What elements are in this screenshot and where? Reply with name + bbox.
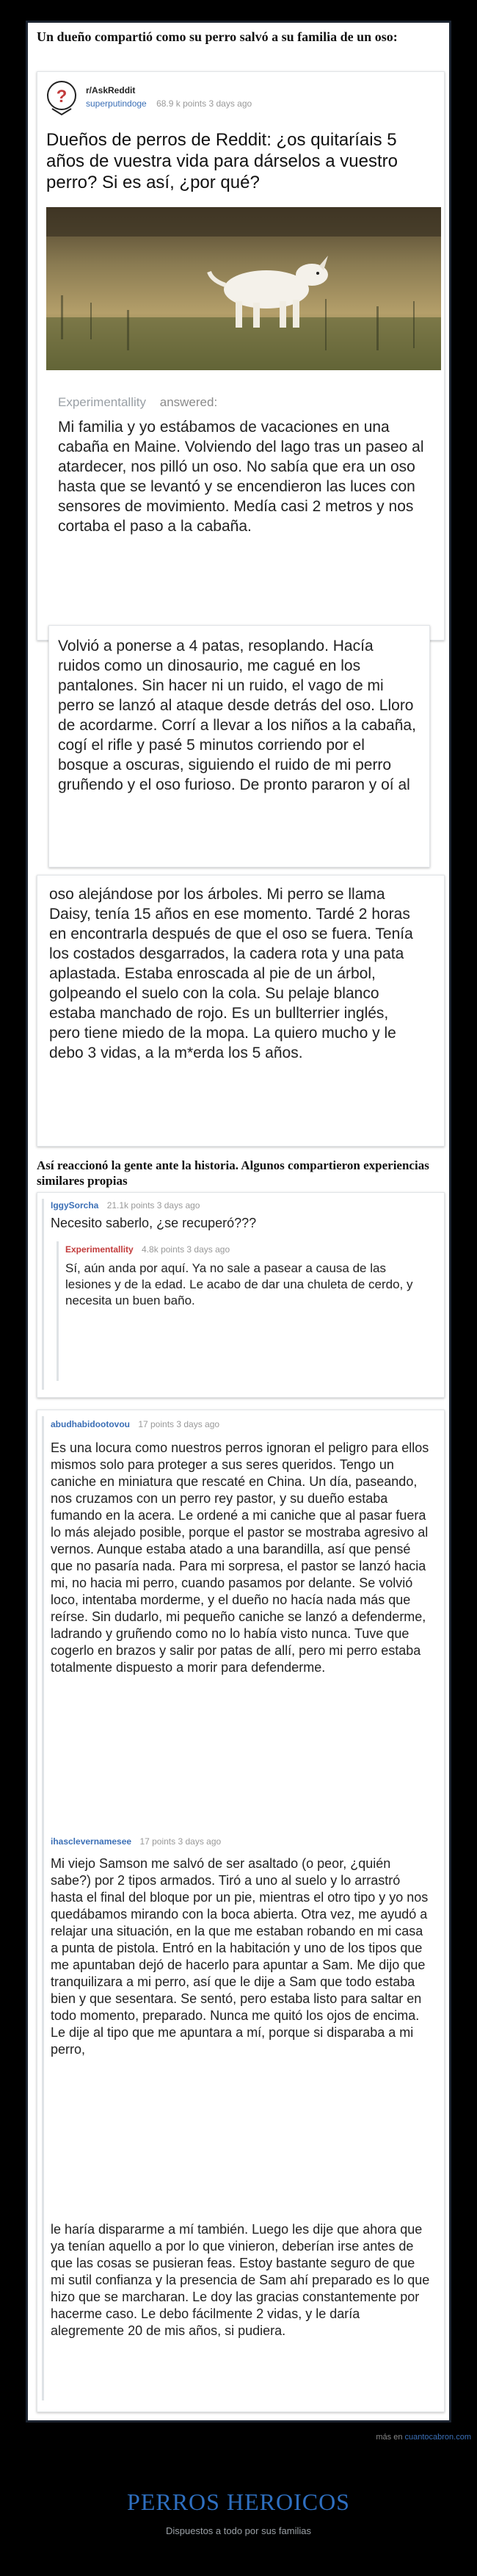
comment-stats: 17 points 3 days ago [138, 1419, 220, 1429]
answer-status: answered: [159, 395, 218, 409]
answer-text-part2: Volvió a ponerse a 4 patas, resoplando. Hacía ruidos como un dinosaurio, me cagué en los pantalones. Sin hacer ni un ruido, el vago de mi perro se lanzó al ataque desde detrás del oso. Lloro de acordarme. Corrí a llevar a los niños a la cabaña, cogí el rifle y pasé 5 minutos corriendo por el bosque a oscuras, siguiendo el ruido de mi perro gruñendo y el oso furioso. De pronto pararon y oí al [58, 638, 416, 793]
comment-author[interactable]: abudhabidootovou [51, 1419, 130, 1429]
comment-meta [51, 1200, 200, 1211]
comment-text: Mi viejo Samson me salvó de ser asaltado (o peor, ¿quién sabe?) por 2 tipos armados. Tiró a uno al suelo y lo arrastró hasta el final del bloque por un pie, mientras el otro tipo y yo nos quedábamos mirando con la boca abierta. Otra vez, me ayudó a relajar una situación, en la que me estaban robando en mi casa a punta de pistola. Entró en la habitación y uno de los tipos que me apuntaban dejó de hacerlo para apuntar a Sam. Me dijo que tranquilizara a mi perro, así que le dije a Sam que todo estaba bien y que sesentara. Se sentó, pero estaba listo para saltar en todo momento, preparado. Nunca me quitó los ojos de encima. Le dije al tipo que me apuntara a mí, porque si disparaba a mi perro, [51, 1856, 429, 2057]
reaction-title: Así reaccionó la gente ante la historia. Algunos compartieron experiencias similares propias [37, 1158, 429, 1188]
dog-in-field-image [46, 207, 441, 370]
comment-author[interactable]: ihasclevernamesee [51, 1836, 132, 1847]
comment-meta [51, 1419, 219, 1429]
footer-title: PERROS HEROICOS [127, 2489, 350, 2515]
answer-continuation-card [37, 875, 445, 1147]
comment-stats: 21.1k points 3 days ago [106, 1200, 200, 1211]
subreddit-avatar-icon [45, 79, 79, 116]
thread-rail [42, 1416, 44, 2400]
comment-meta [51, 1836, 221, 1847]
comments-card [37, 1410, 445, 2412]
answer-continuation-card [48, 625, 430, 867]
intro-text: Un dueño compartió como su perro salvó a su familia de un oso: [37, 29, 398, 44]
post-author[interactable]: superputindoge [86, 98, 147, 109]
thread-rail [42, 1199, 44, 1390]
post-image [26, 21, 451, 2422]
post-stats: 68.9 k points 3 days ago [156, 98, 252, 109]
answer-header [58, 395, 217, 410]
answer-text-part3: oso alejándose por los árboles. Mi perro se llama Daisy, tenía 15 años en ese momento. Tardé 2 horas en encontrarla después de que el oso se fuera. Tenía los costados desgarrados, la cadera rota y una pata aplastada. Estaba enroscada al pie de un árbol, golpeando el suelo con la cola. Su pelaje blanco estaba manchado de rojo. Es un bullterrier inglés, pero tiene miedo de la mopa. La quiero mucho y le debo 3 vidas, a la m*erda los 5 años. [49, 886, 413, 1061]
reply-stats: 4.8k points 3 days ago [142, 1244, 230, 1255]
comment-text: Es una locura como nuestros perros ignoran el peligro para ellos mismos solo para proteger a sus seres queridos. Tengo un caniche en miniatura que rescaté en China. Un día, paseando, nos cruzamos con un perro rey pastor, y su dueño estaba fumando en la acera. Le ordené a mi caniche que al pasar fuera lo más alejado posible, porque el pastor se mostraba agresivo al vernos. Aunque estaba atado a una barandilla, así que pensé que no pasaría nada. Para mi sorpresa, el pastor se lanzó hacia mi, no hacia mi perro, cuando pasamos por delante. Se volvió loco, intentaba morderme, y el dueño no hacía nada más que reírse. Sin dudarlo, mi pequeño caniche se lanzó a defenderme, ladrando y gruñendo como no lo había visto nunca. Tuve que cogerlo en brazos y salir por patas de allí, pero mi perro estaba totalmente dispuesto a morir para defenderme. [51, 1440, 429, 1675]
dog-photo [46, 207, 441, 370]
comment-text-continued: le haría dispararme a mí también. Luego les dije que ahora que ya tenían aquello a por lo que vinieron, deberían irse antes de que las cosas se pusieran feas. Estoy bastante seguro de que mi sutil confianza y la presencia de Sam ahí preparado es lo que hizo que se marcharan. Le doy las gracias constantemente por hacerme caso. Le debo fácilmente 2 vidas, y le daría alegremente 20 de mis años, si pudiera. [51, 2222, 430, 2338]
reply-meta [65, 1244, 230, 1255]
thread-rail [57, 1241, 59, 1381]
site-credit [376, 2433, 471, 2442]
svg-text:?: ? [56, 87, 68, 107]
credit-link[interactable]: cuantocabron.com [404, 2433, 471, 2442]
answer-text-part1: Mi familia y yo estábamos de vacaciones en una cabaña en Maine. Volviendo del lago tras un paseo al atardecer, nos pilló un oso. No sabía que era un oso hasta que se levantó y se encendieron las luces con sensores de movimiento. Medía casi 2 metros y nos cortaba el paso a la cabaña. [58, 419, 424, 535]
reply-author[interactable]: Experimentallity [65, 1244, 134, 1255]
credit-prefix: más en [376, 2433, 405, 2442]
comment-stats: 17 points 3 days ago [139, 1836, 222, 1847]
footer-subtitle: Dispuestos a todo por sus familias [166, 2525, 311, 2536]
reply-text: Sí, aún anda por aquí. Ya no sale a pasear a causa de las lesiones y de la edad. Le acabo de dar una chuleta de cerdo, y necesita un buen baño. [65, 1261, 413, 1307]
comment-text: Necesito saberlo, ¿se recuperó??? [51, 1216, 257, 1230]
comments-card [37, 1192, 445, 1398]
post-meta [86, 98, 252, 109]
comment-author[interactable]: IggySorcha [51, 1200, 99, 1211]
answer-author[interactable]: Experimentallity [58, 395, 146, 409]
post-title[interactable]: Dueños de perros de Reddit: ¿os quitaríais 5 años de vuestra vida para dárselos a vuestro perro? Si es así, ¿por qué? [46, 130, 398, 192]
subreddit-name[interactable]: r/AskReddit [86, 85, 136, 95]
reddit-post-card [37, 71, 445, 641]
